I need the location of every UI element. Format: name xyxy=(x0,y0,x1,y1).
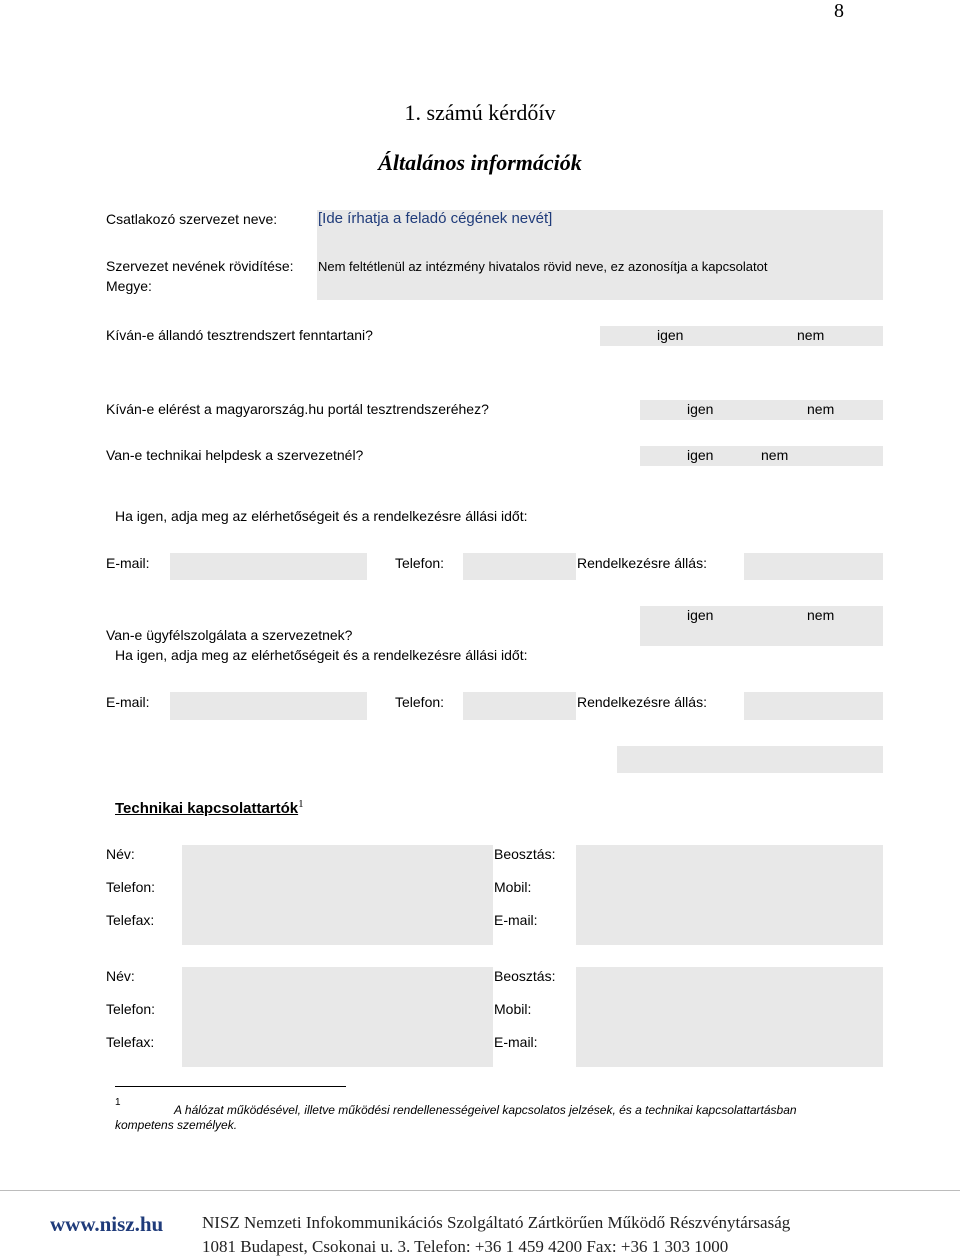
helpdesk-followup: Ha igen, adja meg az elérhetőségeit és a rendelkezésre állási időt: xyxy=(115,508,528,524)
footnote-ref: 1 xyxy=(298,798,304,810)
option-no-customer-service[interactable]: nem xyxy=(807,607,835,623)
contact2-name-label: Név: xyxy=(106,968,135,984)
contact1-right-fields[interactable] xyxy=(576,845,883,945)
contact1-left-fields[interactable] xyxy=(182,845,493,945)
footer-company-name: NISZ Nemzeti Infokommunikációs Szolgáltató Zártkörűen Működő Részvénytársaság xyxy=(202,1213,791,1232)
footnote-text-continued: kompetens személyek. xyxy=(115,1118,238,1132)
cs-phone-input[interactable] xyxy=(463,692,576,720)
contact2-mobile-label: Mobil: xyxy=(494,1001,532,1017)
option-no-helpdesk[interactable]: nem xyxy=(761,447,789,463)
footer-website-link[interactable]: www.nisz.hu xyxy=(50,1212,164,1236)
helpdesk-phone-label: Telefon: xyxy=(395,555,445,571)
abbrev-input[interactable]: Nem feltétlenül az intézmény hivatalos rövid neve, ez azonosítja a kapcsolatot xyxy=(318,259,768,274)
contact1-phone-label: Telefon: xyxy=(106,879,156,895)
contact1-position-label: Beosztás: xyxy=(494,846,556,862)
answer-box-portal-access xyxy=(640,400,883,420)
question-helpdesk: Van-e technikai helpdesk a szervezetnél? xyxy=(106,447,364,463)
question-portal-access: Kíván-e elérést a magyarország.hu portál tesztrendszeréhez? xyxy=(106,401,489,417)
helpdesk-email-label: E-mail: xyxy=(106,555,150,571)
contact2-email-label: E-mail: xyxy=(494,1034,538,1050)
contact2-phone-label: Telefon: xyxy=(106,1001,156,1017)
option-yes-test-system[interactable]: igen xyxy=(657,327,684,343)
contact2-right-fields[interactable] xyxy=(576,967,883,1067)
helpdesk-availability-input[interactable] xyxy=(744,553,883,580)
customer-service-followup: Ha igen, adja meg az elérhetőségeit és a rendelkezésre állási időt: xyxy=(115,647,528,663)
form-subtitle: Általános információk xyxy=(378,150,582,175)
form-title: 1. számú kérdőív xyxy=(404,100,556,125)
option-yes-customer-service[interactable]: igen xyxy=(687,607,714,623)
helpdesk-phone-input[interactable] xyxy=(463,553,576,580)
answer-box-test-system xyxy=(600,326,883,346)
cs-email-label: E-mail: xyxy=(106,694,150,710)
answer-box-customer-service xyxy=(640,606,883,646)
contact2-position-label: Beosztás: xyxy=(494,968,556,984)
cs-availability-input[interactable] xyxy=(744,692,883,720)
option-no-test-system[interactable]: nem xyxy=(797,327,825,343)
page-number: 8 xyxy=(834,0,844,22)
technical-contacts-title: Technikai kapcsolattartók xyxy=(115,800,299,817)
helpdesk-availability-label: Rendelkezésre állás: xyxy=(577,555,707,571)
cs-phone-label: Telefon: xyxy=(395,694,445,710)
cs-availability-label: Rendelkezésre állás: xyxy=(577,694,707,710)
contact1-email-label: E-mail: xyxy=(494,912,538,928)
county-label: Megye: xyxy=(106,278,152,294)
contact2-fax-label: Telefax: xyxy=(106,1034,155,1050)
footer-address: 1081 Budapest, Csokonai u. 3. Telefon: +36 1 459 4200 Fax: +36 1 303 1000 xyxy=(202,1237,729,1256)
footer-divider xyxy=(0,1190,960,1191)
contact1-mobile-label: Mobil: xyxy=(494,879,532,895)
abbrev-label: Szervezet nevének rövidítése: xyxy=(106,258,294,274)
cs-email-input[interactable] xyxy=(170,692,367,720)
org-name-label: Csatlakozó szervezet neve: xyxy=(106,211,278,227)
contact1-fax-label: Telefax: xyxy=(106,912,155,928)
option-yes-helpdesk[interactable]: igen xyxy=(687,447,714,463)
footnote-text: A hálózat működésével, illetve működési rendellenességeivel kapcsolatos jelzések, és a technikai kapcsolattartásban xyxy=(174,1103,797,1117)
option-no-portal-access[interactable]: nem xyxy=(807,401,835,417)
footnote-separator xyxy=(115,1086,346,1087)
contact1-name-label: Név: xyxy=(106,846,135,862)
footnote-number: 1 xyxy=(115,1097,121,1108)
contact2-left-fields[interactable] xyxy=(182,967,493,1067)
option-yes-portal-access[interactable]: igen xyxy=(687,401,714,417)
helpdesk-email-input[interactable] xyxy=(170,553,367,580)
technical-contacts-heading xyxy=(115,798,304,817)
question-test-system: Kíván-e állandó tesztrendszert fenntartani? xyxy=(106,327,373,343)
question-customer-service: Van-e ügyfélszolgálata a szervezetnek? xyxy=(106,627,353,643)
cs-availability-extra-input[interactable] xyxy=(617,746,883,773)
org-name-input[interactable]: [Ide írhatja a feladó cégének nevét] xyxy=(318,210,553,227)
